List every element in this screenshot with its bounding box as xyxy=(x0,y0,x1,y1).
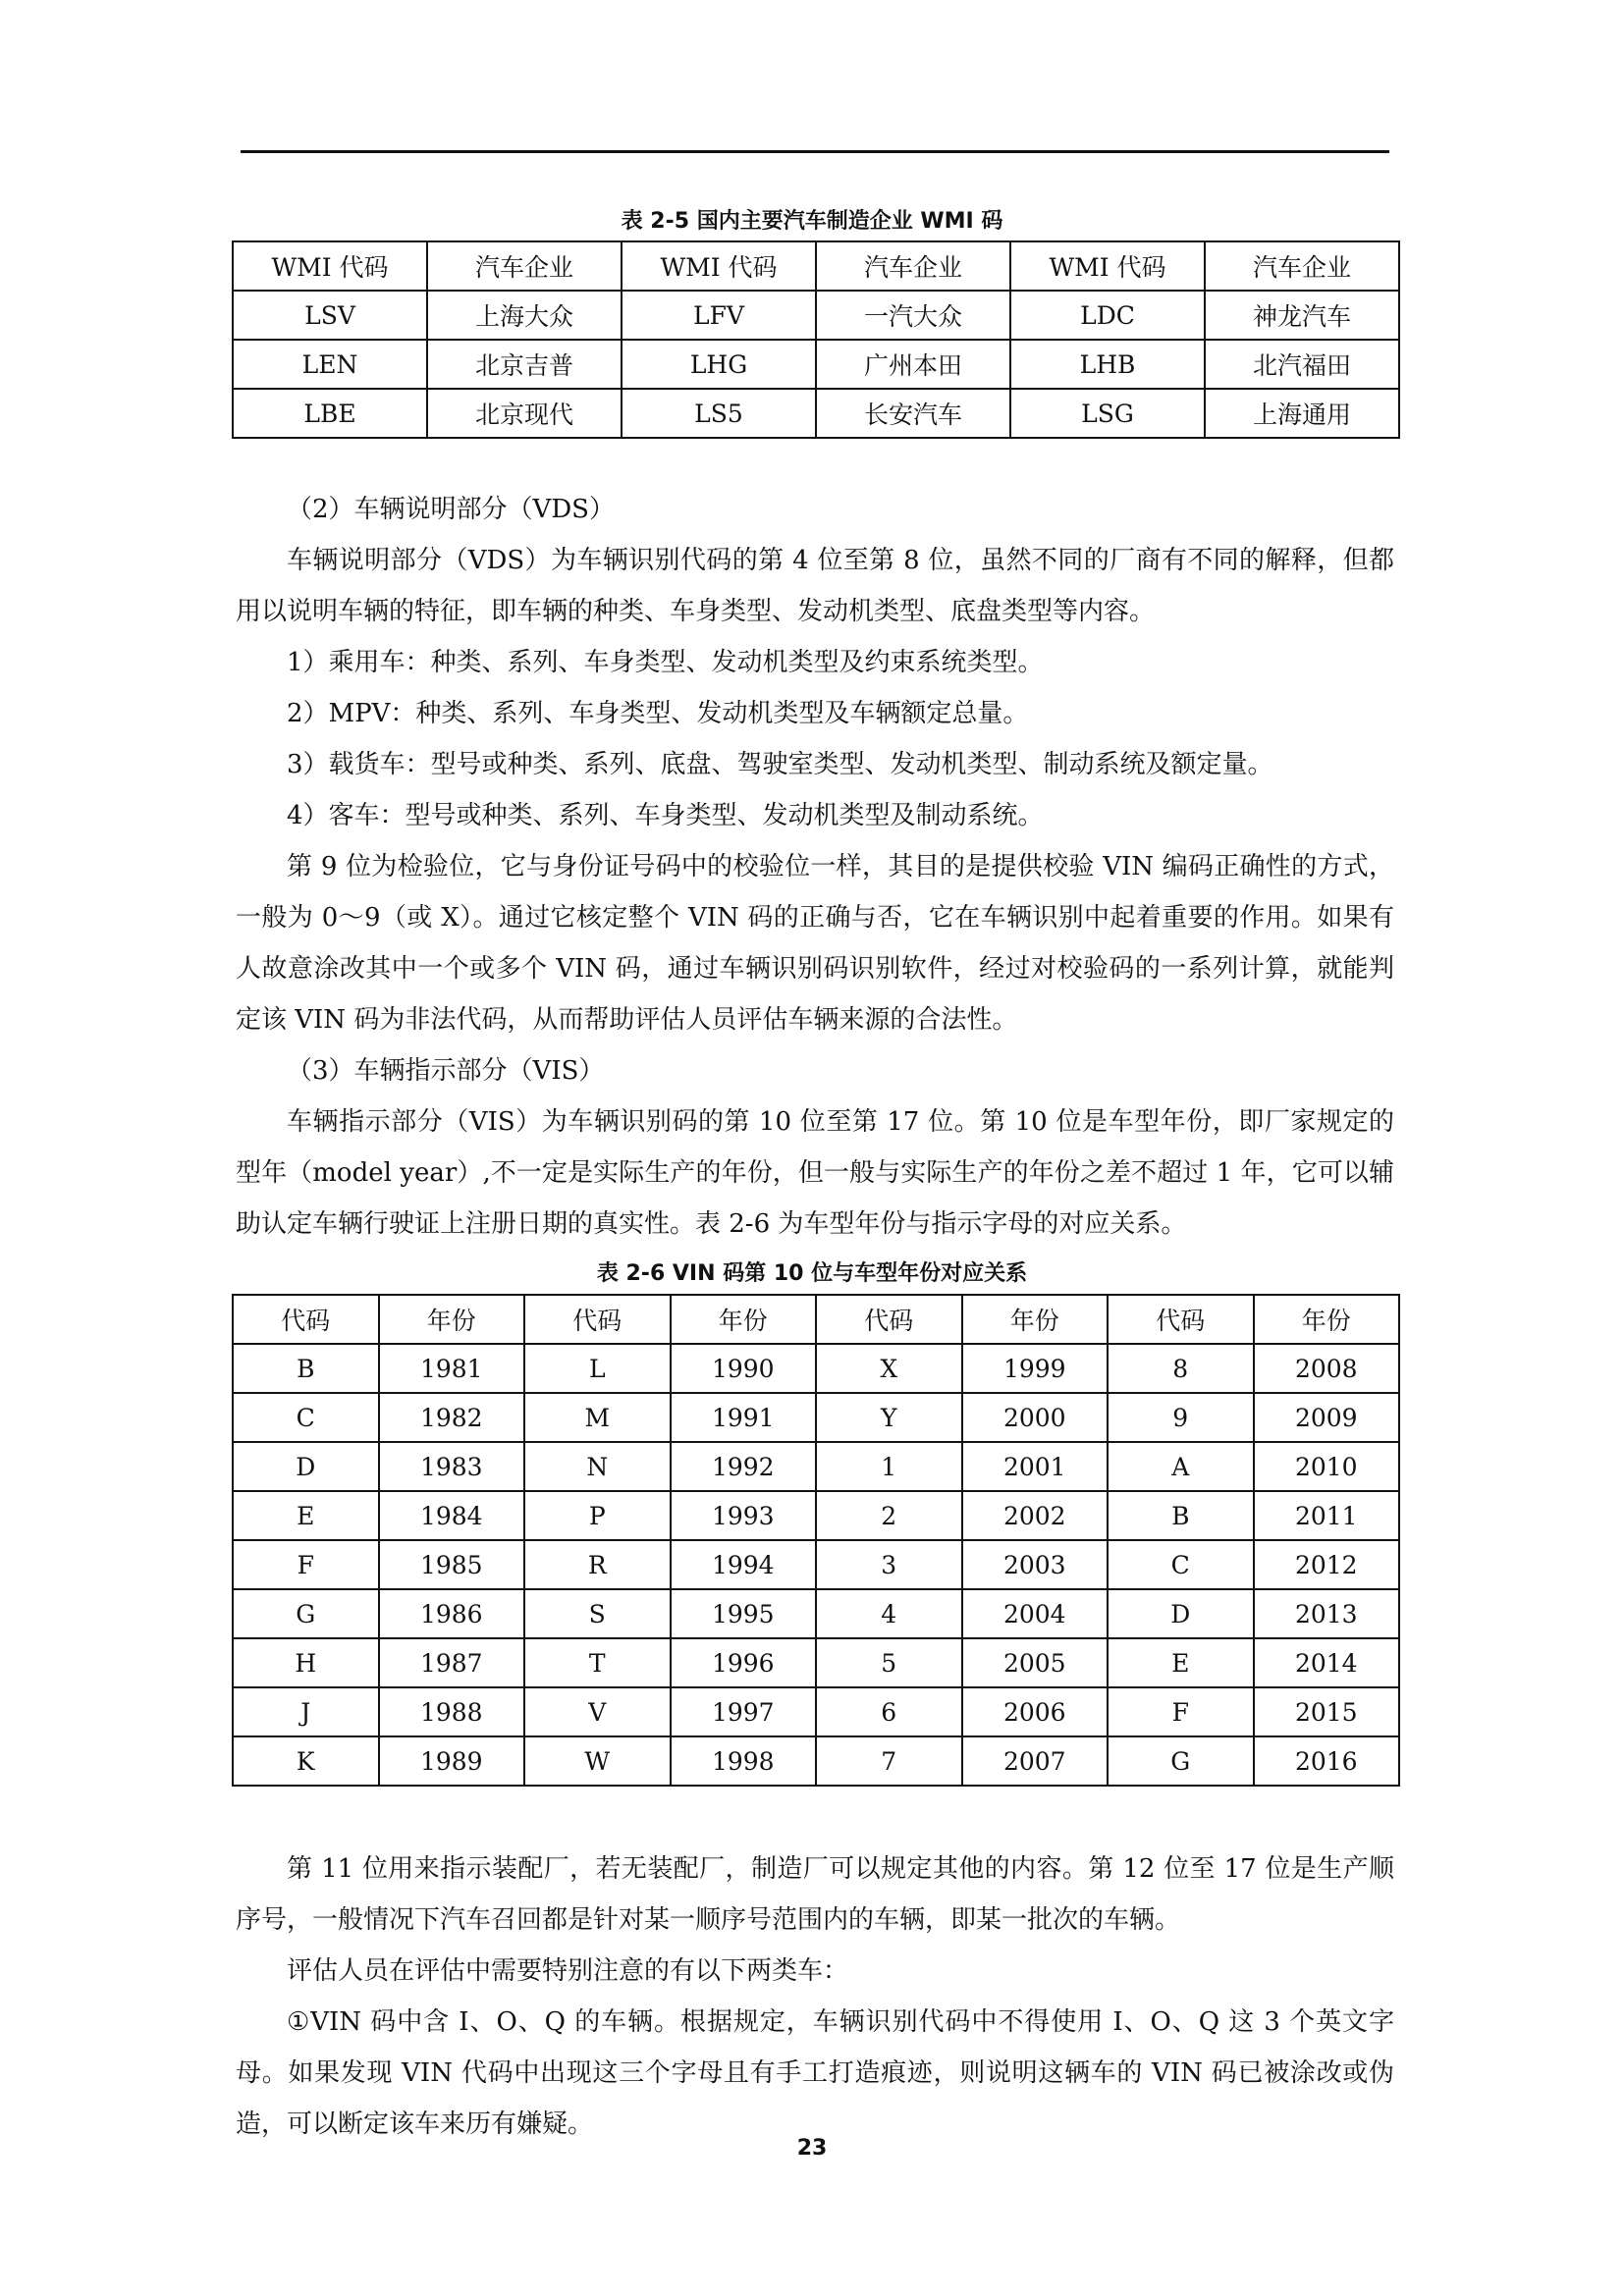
table-cell: C xyxy=(1108,1540,1254,1589)
table-cell: H xyxy=(233,1638,379,1687)
table-cell: 1991 xyxy=(671,1393,817,1442)
header-cell: 汽车企业 xyxy=(816,241,1010,291)
table-cell: 神龙汽车 xyxy=(1205,291,1399,340)
table-row xyxy=(233,389,1399,438)
list-item: 3）载货车：型号或种类、系列、底盘、驾驶室类型、发动机类型、制动系统及额定量。 xyxy=(287,750,1273,779)
table-cell: 4 xyxy=(816,1589,962,1638)
table-cell: 2011 xyxy=(1254,1491,1400,1540)
table-cell: E xyxy=(233,1491,379,1540)
table-cell: 2004 xyxy=(962,1589,1109,1638)
table-row xyxy=(233,291,1399,340)
table-header-row xyxy=(233,1295,1399,1344)
table-cell: 一汽大众 xyxy=(816,291,1010,340)
paragraph: 第 9 位为检验位，它与身份证号码中的校验位一样，其目的是提供校验 VIN 编码正确性的方式，一般为 0～9（或 X）。通过它核定整个 VIN 码的正确与否，它在车辆识别中起着重要的作用。如果有人故意涂改其中一个或多个 VIN 码，通过车辆识别码识别软件，经过对校验码的一系列计算，就能判定该 VIN 码为非法代码，从而帮助评估人员评估车辆来源的合法性。 xyxy=(236,852,1394,1035)
table-header-row xyxy=(233,241,1399,291)
table-cell: 2015 xyxy=(1254,1687,1400,1736)
table-cell: D xyxy=(233,1442,379,1491)
table-row xyxy=(233,1540,1399,1589)
table-cell: 9 xyxy=(1108,1393,1254,1442)
table-cell: 2013 xyxy=(1254,1589,1400,1638)
page-number: 23 xyxy=(796,2136,828,2161)
table-cell: 1993 xyxy=(671,1491,817,1540)
list-item: 2）MPV：种类、系列、车身类型、发动机类型及车辆额定总量。 xyxy=(287,699,1029,728)
table-row xyxy=(233,1687,1399,1736)
header-cell: WMI 代码 xyxy=(622,241,816,291)
vin-year-table xyxy=(232,1294,1400,1787)
header-cell: 代码 xyxy=(233,1295,379,1344)
table-cell: N xyxy=(524,1442,671,1491)
header-cell: 代码 xyxy=(524,1295,671,1344)
table-cell: B xyxy=(1108,1491,1254,1540)
table-cell: 北汽福田 xyxy=(1205,340,1399,389)
table-row xyxy=(233,1491,1399,1540)
table-cell: 1984 xyxy=(379,1491,525,1540)
table-cell: LSV xyxy=(233,291,427,340)
table-cell: 北京吉普 xyxy=(427,340,622,389)
table-cell: M xyxy=(524,1393,671,1442)
table-cell: 2016 xyxy=(1254,1736,1400,1786)
table-cell: K xyxy=(233,1736,379,1786)
table-cell: 1983 xyxy=(379,1442,525,1491)
paragraph: ①VIN 码中含 I、O、Q 的车辆。根据规定，车辆识别代码中不得使用 I、O、Q 这 3 个英文字母。如果发现 VIN 代码中出现这三个字母且有手工打造痕迹，则说明这辆车的 VIN 码已被涂改或伪造，可以断定该车来历有嫌疑。 xyxy=(236,2007,1394,2139)
table-cell: LEN xyxy=(233,340,427,389)
table-cell: E xyxy=(1108,1638,1254,1687)
table-cell: 广州本田 xyxy=(816,340,1010,389)
table-row xyxy=(233,1442,1399,1491)
table-cell: LS5 xyxy=(622,389,816,438)
table-cell: X xyxy=(816,1344,962,1393)
table-cell: LHB xyxy=(1010,340,1205,389)
table-cell: A xyxy=(1108,1442,1254,1491)
paragraph: 车辆指示部分（VIS）为车辆识别码的第 10 位至第 17 位。第 10 位是车型年份，即厂家规定的型年（model year）,不一定是实际生产的年份，但一般与实际生产的年份之差不超过 1 年，它可以辅助认定车辆行驶证上注册日期的真实性。表 2-6 为车型年份与指示字母的对应关系。 xyxy=(236,1107,1394,1239)
table-cell: 1998 xyxy=(671,1736,817,1786)
table-cell: 2006 xyxy=(962,1687,1109,1736)
header-rule xyxy=(241,150,1389,153)
table-cell: 1981 xyxy=(379,1344,525,1393)
table-cell: 2014 xyxy=(1254,1638,1400,1687)
table-cell: 2 xyxy=(816,1491,962,1540)
header-cell: 年份 xyxy=(671,1295,817,1344)
table-row xyxy=(233,1736,1399,1786)
table-cell: Y xyxy=(816,1393,962,1442)
paragraph: 评估人员在评估中需要特别注意的有以下两类车： xyxy=(287,1956,849,1986)
table-cell: 上海通用 xyxy=(1205,389,1399,438)
table-cell: 3 xyxy=(816,1540,962,1589)
header-cell: WMI 代码 xyxy=(1010,241,1205,291)
table-cell: 2000 xyxy=(962,1393,1109,1442)
table-cell: 1990 xyxy=(671,1344,817,1393)
table-cell: 5 xyxy=(816,1638,962,1687)
header-cell: 汽车企业 xyxy=(1205,241,1399,291)
table-cell: S xyxy=(524,1589,671,1638)
table-cell: 1995 xyxy=(671,1589,817,1638)
table-cell: T xyxy=(524,1638,671,1687)
table-cell: LFV xyxy=(622,291,816,340)
table-cell: 2008 xyxy=(1254,1344,1400,1393)
table-cell: R xyxy=(524,1540,671,1589)
table-cell: 1999 xyxy=(962,1344,1109,1393)
header-cell: 代码 xyxy=(1108,1295,1254,1344)
body-text-section-1 xyxy=(236,484,1394,1250)
table-cell: L xyxy=(524,1344,671,1393)
table-cell: G xyxy=(233,1589,379,1638)
table-cell: 1985 xyxy=(379,1540,525,1589)
table-cell: 2012 xyxy=(1254,1540,1400,1589)
table-cell: LDC xyxy=(1010,291,1205,340)
table-cell: 2010 xyxy=(1254,1442,1400,1491)
table-row xyxy=(233,340,1399,389)
table-cell: V xyxy=(524,1687,671,1736)
table-cell: 7 xyxy=(816,1736,962,1786)
table-cell: 长安汽车 xyxy=(816,389,1010,438)
table-cell: F xyxy=(1108,1687,1254,1736)
paragraph: 车辆说明部分（VDS）为车辆识别代码的第 4 位至第 8 位，虽然不同的厂商有不同的解释，但都用以说明车辆的特征，即车辆的种类、车身类型、发动机类型、底盘类型等内容。 xyxy=(236,546,1394,626)
wmi-code-table xyxy=(232,240,1400,439)
table-cell: F xyxy=(233,1540,379,1589)
paragraph: 第 11 位用来指示装配厂，若无装配厂，制造厂可以规定其他的内容。第 12 位至 17 位是生产顺序号，一般情况下汽车召回都是针对某一顺序号范围内的车辆，即某一批次的车辆。 xyxy=(236,1854,1394,1935)
table-2-6-caption: 表 2-6 VIN 码第 10 位与车型年份对应关系 xyxy=(596,1261,1028,1286)
table-cell: LHG xyxy=(622,340,816,389)
table-cell: 1 xyxy=(816,1442,962,1491)
table-cell: LSG xyxy=(1010,389,1205,438)
subheading-vds: （2）车辆说明部分（VDS） xyxy=(287,495,615,524)
table-cell: 2003 xyxy=(962,1540,1109,1589)
table-cell: 1982 xyxy=(379,1393,525,1442)
table-row xyxy=(233,1393,1399,1442)
header-cell: 代码 xyxy=(816,1295,962,1344)
table-cell: 6 xyxy=(816,1687,962,1736)
table-cell: P xyxy=(524,1491,671,1540)
table-cell: 1997 xyxy=(671,1687,817,1736)
table-cell: J xyxy=(233,1687,379,1736)
table-cell: 2005 xyxy=(962,1638,1109,1687)
table-cell: 2007 xyxy=(962,1736,1109,1786)
table-row xyxy=(233,1344,1399,1393)
table-cell: 1992 xyxy=(671,1442,817,1491)
list-item: 4）客车：型号或种类、系列、车身类型、发动机类型及制动系统。 xyxy=(287,801,1044,830)
table-cell: 8 xyxy=(1108,1344,1254,1393)
table-cell: 2009 xyxy=(1254,1393,1400,1442)
header-cell: 年份 xyxy=(962,1295,1109,1344)
table-cell: W xyxy=(524,1736,671,1786)
table-cell: 1986 xyxy=(379,1589,525,1638)
table-cell: 1988 xyxy=(379,1687,525,1736)
table-cell: LBE xyxy=(233,389,427,438)
table-row xyxy=(233,1589,1399,1638)
header-cell: 年份 xyxy=(1254,1295,1400,1344)
table-cell: 上海大众 xyxy=(427,291,622,340)
table-cell: 2002 xyxy=(962,1491,1109,1540)
table-cell: 1989 xyxy=(379,1736,525,1786)
subheading-vis: （3）车辆指示部分（VIS） xyxy=(287,1056,605,1086)
header-cell: 汽车企业 xyxy=(427,241,622,291)
table-cell: G xyxy=(1108,1736,1254,1786)
body-text-section-2 xyxy=(236,1843,1394,2150)
table-cell: D xyxy=(1108,1589,1254,1638)
table-cell: B xyxy=(233,1344,379,1393)
list-item: 1）乘用车：种类、系列、车身类型、发动机类型及约束系统类型。 xyxy=(287,648,1044,677)
table-cell: 1994 xyxy=(671,1540,817,1589)
table-cell: 1987 xyxy=(379,1638,525,1687)
table-cell: 1996 xyxy=(671,1638,817,1687)
header-cell: WMI 代码 xyxy=(233,241,427,291)
table-2-5-caption: 表 2-5 国内主要汽车制造企业 WMI 码 xyxy=(621,209,1003,234)
table-row xyxy=(233,1638,1399,1687)
table-cell: C xyxy=(233,1393,379,1442)
header-cell: 年份 xyxy=(379,1295,525,1344)
table-cell: 北京现代 xyxy=(427,389,622,438)
table-cell: 2001 xyxy=(962,1442,1109,1491)
